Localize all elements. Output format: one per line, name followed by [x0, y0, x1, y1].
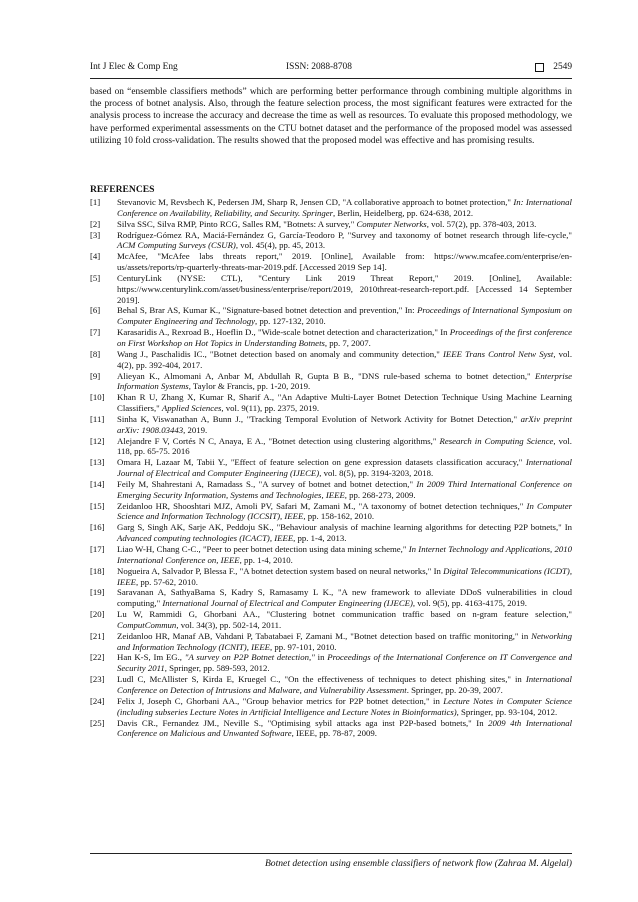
- reference-text: [117, 392, 572, 413]
- reference-segment: Karasaridis A., Rexroad B., Hoeflin D., "Wide-scale botnet detection and characterization," In: [117, 327, 450, 338]
- reference-segment: Liao W-H, Chang C-C., "Peer to peer botnet detection using data mining scheme,": [117, 544, 409, 554]
- reference-number: [16]: [90, 522, 105, 533]
- reference-venue: ACM Computing Surveys (CSUR): [117, 240, 236, 251]
- reference-text: [117, 273, 572, 305]
- reference-segment: , pp. 1-4, 2013.: [293, 533, 347, 544]
- reference-segment: , vol. 9(5), pp. 4163-4175, 2019.: [412, 598, 527, 609]
- reference-venue: International Journal of Electrical and Computer Engineering (IJECE): [162, 598, 413, 609]
- reference-item: [90, 436, 572, 458]
- reference-text: [117, 674, 572, 695]
- reference-segment: , pp. 57-62, 2010.: [135, 576, 198, 587]
- reference-number: [3]: [90, 229, 101, 240]
- reference-segment: Davis CR., Fernandez JM., Neville S., "Optimising sybil attacks aga inst P2P-based botnets," In: [117, 717, 489, 728]
- running-header: [90, 62, 572, 76]
- reference-number: [5]: [90, 272, 101, 283]
- reference-text: [117, 197, 572, 218]
- reference-segment: , pp. 158-162, 2010.: [303, 511, 375, 522]
- checkbox-icon: [535, 63, 544, 72]
- reference-text: [117, 436, 572, 457]
- reference-text: [117, 457, 572, 478]
- reference-venue: 2009 4th International Conference on Malicious and Unwanted Software: [117, 717, 572, 739]
- reference-item: [90, 522, 572, 544]
- reference-segment: Wang J., Paschalidis IC., "Botnet detection based on anomaly and community detection,": [117, 348, 443, 359]
- reference-segment: Omara H, Lazaar M, Tabii Y., "Effect of feature selection on gene expression datasets classification accuracy,": [117, 457, 526, 468]
- reference-segment: Khan R U, Zhang X, Kumar R, Sharif A., "An Adaptive Multi-Layer Botnet Detection Technique Using Machine Learning Classifiers,": [117, 392, 572, 414]
- reference-text: [117, 631, 572, 652]
- reference-venue: arXiv preprint arXiv: 1908.03443: [117, 413, 572, 435]
- reference-venue: International Conference on Detection of Intrusions and Malware, and Vulnerability Assessment: [117, 674, 572, 695]
- reference-segment: Ludl C, McAllister S, Kirda E, Kruegel C., "On the effectiveness of techniques to detect phishing sites," in: [117, 674, 526, 685]
- reference-item: [90, 305, 572, 327]
- reference-number: [14]: [90, 478, 105, 489]
- footer-rule: [90, 853, 572, 854]
- reference-segment: , pp. 7, 2007.: [324, 337, 371, 348]
- reference-text: [117, 230, 572, 251]
- reference-segment: , 2019.: [183, 424, 208, 435]
- reference-number: [21]: [90, 630, 105, 641]
- reference-venue: In: International Conference on Availability, Reliability, and Security. Springer: [117, 197, 572, 218]
- reference-item: [90, 652, 572, 674]
- reference-item: [90, 609, 572, 631]
- running-footer: Botnet detection using ensemble classifiers of network flow (Zahraa M. Algelal): [264, 858, 572, 869]
- reference-item: [90, 197, 572, 219]
- reference-item: [90, 219, 572, 230]
- reference-segment: , pp. 97-101, 2010.: [270, 641, 337, 652]
- references-list: [90, 197, 572, 739]
- reference-item: [90, 371, 572, 393]
- reference-number: [8]: [90, 348, 101, 359]
- reference-segment: Feily M, Shahrestani A, Ramadass S., "A survey of botnet and botnet detection,": [117, 478, 417, 489]
- reference-segment: , Springer, pp. 589-593, 2012.: [164, 663, 270, 674]
- reference-segment: Alejandre F V, Cortés N C, Anaya, E A., "Botnet detection using clustering algorithms,": [117, 435, 440, 446]
- reference-number: [7]: [90, 327, 101, 338]
- reference-venue: Lecture Notes in Computer Science (including subseries Lecture Notes in Artificial Intelligence and Lecture Notes in Bioinformatics): [117, 695, 572, 717]
- issn: ISSN: 2088-8708: [286, 62, 352, 72]
- reference-item: [90, 631, 572, 653]
- reference-text: [117, 544, 572, 565]
- reference-venue: Proceedings of the first conference on First Workshop on Hot Topics in Understanding Botnets: [117, 327, 572, 348]
- reference-segment: Zeidanloo HR, Shooshtari MJZ, Amoli PV, Safari M, Zamani M., "A taxonomy of botnet detection techniques,": [117, 500, 527, 511]
- reference-item: [90, 501, 572, 523]
- reference-item: [90, 718, 572, 740]
- reference-text: [117, 327, 572, 348]
- reference-segment: , vol. 34(3), pp. 502-14, 2011.: [176, 619, 282, 630]
- reference-item: [90, 696, 572, 718]
- reference-segment: . Springer, pp. 20-39, 2007.: [406, 684, 503, 695]
- reference-number: [9]: [90, 370, 101, 381]
- reference-segment: McAfee, "McAfee labs threats report," 2019. [Online], Available from: https://www.mcafee.com/enterprise/en-us/assets/reports/rp-quarterly-threats-mar-2019.pdf. [Accessed 2019 Sep 14].: [117, 251, 572, 273]
- reference-number: [24]: [90, 695, 105, 706]
- reference-text: [117, 718, 572, 739]
- reference-venue: In Internet Technology and Applications, 2010 International Conference on, IEEE: [117, 544, 572, 565]
- intro-paragraph: based on “ensemble classifiers methods” which are performing better performance through combining multiple algorithms in the process of botnet analysis. Also, through the feature selection process, the most significant features were extracted for the analysis process to increase the accuracy and decrease the time as well as resources. To evaluate this proposed methodology, we have performed experimental assessments on the CTU botnet dataset and the performance of the proposed model was assessed utilizing 10 fold cross-validation. The results showed that the proposed model was effective and has promising results.: [90, 87, 572, 146]
- reference-number: [12]: [90, 435, 105, 446]
- reference-venue: Proceedings of the International Conference on IT Convergence and Security 2011: [117, 652, 572, 674]
- reference-number: [10]: [90, 392, 105, 403]
- reference-number: [20]: [90, 609, 105, 620]
- reference-text: [117, 251, 572, 272]
- reference-number: [19]: [90, 587, 105, 598]
- reference-venue: Applied Sciences: [161, 403, 222, 414]
- reference-number: [23]: [90, 674, 105, 685]
- reference-segment: , Springer, pp. 93-104, 2012.: [456, 706, 558, 717]
- reference-segment: Nogueira A, Salvador P, Blessa F., "A botnet detection system based on neural networks," In: [117, 565, 444, 576]
- reference-item: [90, 327, 572, 349]
- reference-segment: Lu W, Rammidi G, Ghorbani AA., "Clustering botnet communication traffic based on n-gram feature selection,": [117, 609, 572, 620]
- references-heading: REFERENCES: [90, 184, 155, 195]
- reference-number: [13]: [90, 457, 105, 468]
- reference-number: [17]: [90, 544, 105, 554]
- reference-segment: Alieyan K., Almomani A, Anbar M, Abdullah R, Gupta B B., "DNS rule-based schema to botnet detection,": [117, 370, 536, 381]
- reference-number: [25]: [90, 717, 105, 728]
- header-rule: [90, 78, 572, 79]
- reference-segment: , vol. 9(11), pp. 2375, 2019.: [221, 403, 320, 414]
- reference-item: [90, 251, 572, 273]
- reference-venue: Digital Telecommunications (ICDT), IEEE: [117, 565, 573, 587]
- reference-venue: Advanced computing technologies (ICACT), IEEE: [117, 533, 294, 544]
- reference-text: [117, 587, 572, 608]
- reference-venue: In 2009 Third International Conference on Emerging Security Information, Systems and Technologies, IEEE: [117, 478, 573, 500]
- reference-venue: Enterprise Information Systems: [117, 370, 572, 392]
- reference-segment: , IEEE, pp. 78-87, 2009.: [291, 728, 377, 739]
- reference-text: [117, 305, 572, 326]
- reference-text: [117, 652, 572, 673]
- reference-segment: Behal S, Brar AS, Kumar K., "Signature-based botnet detection and prevention," In:: [117, 305, 418, 316]
- reference-number: [18]: [90, 565, 105, 576]
- reference-item: [90, 273, 572, 306]
- reference-item: [90, 566, 572, 588]
- reference-segment: , vol. 118, pp. 65-75. 2016: [117, 435, 572, 457]
- reference-segment: Han K-S, Im EG.,: [117, 652, 185, 663]
- reference-number: [22]: [90, 652, 105, 663]
- reference-venue: Proceedings of International Symposium on Computer Engineering and Technology: [117, 305, 572, 327]
- reference-item: [90, 587, 572, 609]
- reference-text: [117, 371, 572, 392]
- reference-number: [1]: [90, 197, 101, 207]
- reference-item: [90, 414, 572, 436]
- reference-segment: , vol. 45(4), pp. 45, 2013.: [235, 240, 326, 251]
- reference-number: [11]: [90, 413, 105, 424]
- reference-segment: , pp. 127-132, 2010.: [254, 316, 326, 327]
- reference-segment: Silva SSC, Silva RMP, Pinto RCG, Salles RM, "Botnets: A survey,": [117, 218, 357, 229]
- reference-item: [90, 674, 572, 696]
- reference-venue: In Computer Science and Information Technology (ICCSIT), IEEE: [117, 500, 573, 522]
- reference-venue: International Journal of Electrical and Computer Engineering (IJECE): [117, 457, 572, 479]
- reference-text: [117, 696, 572, 717]
- reference-segment: Zeidanloo HR, Manaf AB, Vahdani P, Tabatabaei F, Zamani M., "Botnet detection based on traffic monitoring," in: [117, 630, 532, 641]
- reference-venue: "A survey on P2P Botnet detection,": [184, 652, 315, 663]
- page-number: 2549: [553, 62, 572, 72]
- reference-segment: Stevanovic M, Revsbech K, Pedersen JM, Sharp R, Jensen CD, "A collaborative approach to botnet protection,": [117, 197, 514, 207]
- reference-text: [117, 501, 572, 522]
- reference-venue: Networking and Information Technology (ICNIT), IEEE: [117, 630, 572, 652]
- reference-item: [90, 349, 572, 371]
- reference-segment: , Berlin, Heidelberg, pp. 624-638, 2012.: [333, 207, 474, 218]
- reference-item: [90, 230, 572, 252]
- reference-number: [15]: [90, 500, 105, 511]
- reference-venue: Computer Networks: [356, 218, 427, 229]
- reference-text: [117, 219, 536, 229]
- reference-number: [4]: [90, 251, 101, 262]
- reference-segment: , Taylor & Francis, pp. 1-20, 2019.: [188, 381, 311, 392]
- reference-text: [117, 609, 572, 630]
- reference-segment: , pp. 1-4, 2010.: [239, 554, 293, 565]
- reference-segment: Saravanan A, SathyaBama S, Kadry S, Ramasamy L K., "A new framework to alleviate DDoS vulnerabilities in cloud computing,": [117, 587, 572, 609]
- reference-segment: , pp. 268-273, 2009.: [344, 489, 416, 500]
- reference-text: [117, 349, 572, 370]
- reference-number: [2]: [90, 218, 101, 229]
- reference-segment: Sinha K, Viswanathan A, Bunn J., "Tracking Temporal Evolution of Network Activity for Botnet Detection,": [117, 413, 521, 424]
- reference-item: [90, 457, 572, 479]
- reference-venue: Research in Computing Science: [439, 435, 554, 446]
- reference-segment: , vol. 57(2), pp. 378-403, 2013.: [426, 218, 537, 229]
- reference-segment: , vol. 4(2), pp. 392-404, 2017.: [117, 348, 573, 370]
- reference-text: [117, 566, 572, 587]
- reference-segment: in: [314, 652, 328, 663]
- reference-segment: , vol. 8(5), pp. 3194-3203, 2018.: [319, 468, 434, 479]
- reference-segment: CenturyLink (NYSE: CTL), "Century Link 2019 Threat Report," 2019. [Online], Available: https://www.centurylink.com/asset/business/enterprise/report/2019, 2010threat-research-report.pdf. [Accessed 14 September 2019].: [117, 272, 572, 305]
- reference-segment: Felix J, Joseph C, Ghorbani AA., "Group behavior metrics for P2P botnet detection," in: [117, 695, 444, 706]
- reference-segment: Rodríguez-Gómez RA, Maciá-Fernández G, García-Teodoro P, "Survey and taxonomy of botnet research through life-cycle,": [117, 229, 572, 240]
- reference-text: [117, 522, 572, 543]
- reference-number: [6]: [90, 305, 101, 316]
- reference-segment: Garg S, Singh AK, Sarje AK, Peddoju SK., "Behaviour analysis of machine learning algorithms for detecting P2P botnets," In: [117, 522, 572, 533]
- reference-text: [117, 479, 572, 500]
- reference-item: [90, 544, 572, 566]
- reference-venue: IEEE Trans Control Netw Syst: [442, 348, 554, 359]
- journal-name: Int J Elec & Comp Eng: [90, 62, 178, 72]
- reference-venue: ComputCommun: [117, 619, 177, 630]
- reference-text: [117, 414, 572, 435]
- reference-item: [90, 479, 572, 501]
- reference-item: [90, 392, 572, 414]
